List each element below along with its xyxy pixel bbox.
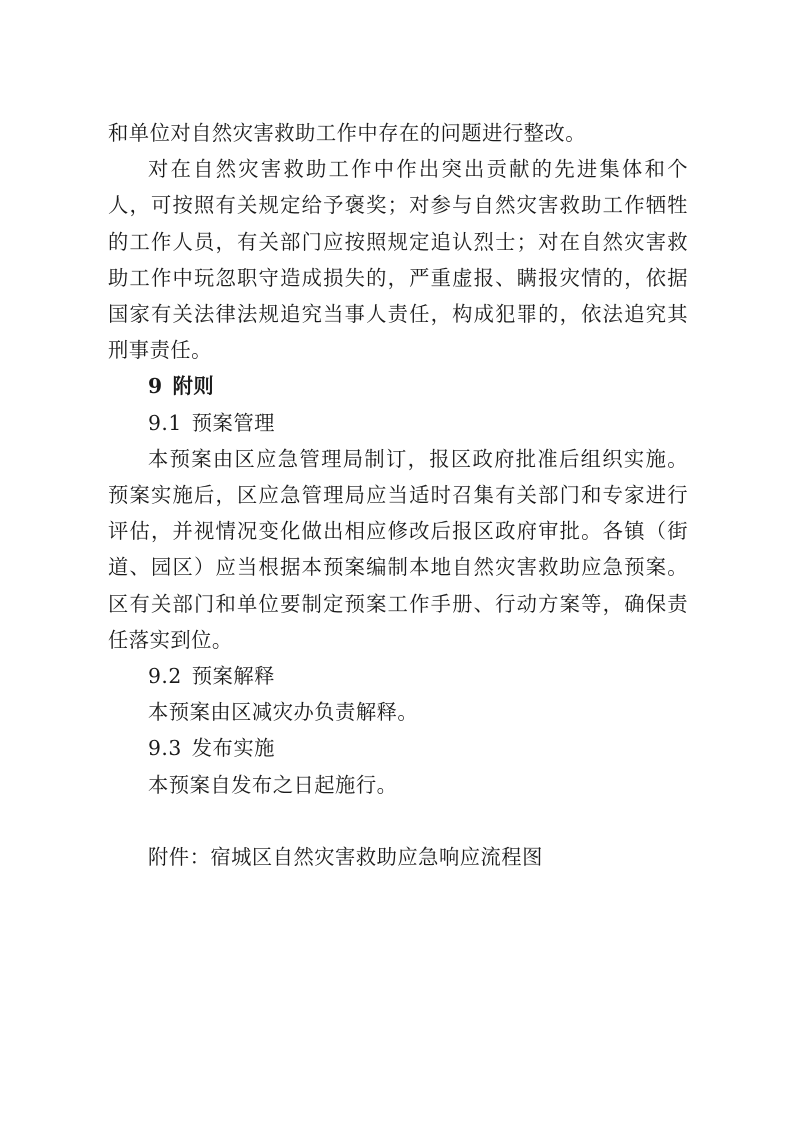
paragraph-continuation: 和单位对自然灾害救助工作中存在的问题进行整改。 — [108, 121, 586, 145]
subsection-title: 预案解释 — [191, 664, 275, 689]
paragraph-effective-date: 本预案自发布之日起施行。 — [148, 772, 398, 797]
paragraph-rewards-penalties: 对在自然灾害救助工作中作出突出贡献的先进集体和个人，可按照有关规定给予褒奖；对参与自然灾害救助工作牺牲的工作人员，有关部门应按照规定追认烈士；对在自然灾害救助工作中玩忽职守造成损失的，严重虚报、瞒报灾情的，依据国家有关法律法规追究当事人责任，构成犯罪的，依法追究其刑事责任。 — [108, 157, 688, 363]
paragraph-plan-management: 本预案由区应急管理局制订，报区政府批准后组织实施。预案实施后，区应急管理局应当适时召集有关部门和专家进行评估，并视情况变化做出相应修改后报区政府审批。各镇（街道、园区）应当根据本预案编制本地自然灾害救助应急预案。区有关部门和单位要制定预案工作手册、行动方案等，确保责任落实到位。 — [108, 446, 688, 652]
section-title: 附则 — [172, 374, 215, 399]
subsection-heading-9-1 — [108, 405, 688, 441]
document-body — [108, 115, 688, 875]
attachment-note: 附件：宿城区自然灾害救助应急响应流程图 — [148, 845, 543, 870]
subsection-number: 9.3 — [148, 736, 182, 761]
subsection-number: 9.1 — [148, 410, 182, 435]
subsection-heading-9-3 — [108, 730, 688, 766]
section-number: 9 — [148, 374, 163, 399]
subsection-title: 预案管理 — [191, 410, 275, 435]
subsection-number: 9.2 — [148, 664, 182, 689]
subsection-title: 发布实施 — [191, 736, 275, 761]
subsection-heading-9-2 — [108, 658, 688, 694]
paragraph-plan-interpretation: 本预案由区减灾办负责解释。 — [148, 700, 419, 725]
section-heading-9 — [108, 368, 688, 404]
blank-line — [108, 803, 688, 839]
